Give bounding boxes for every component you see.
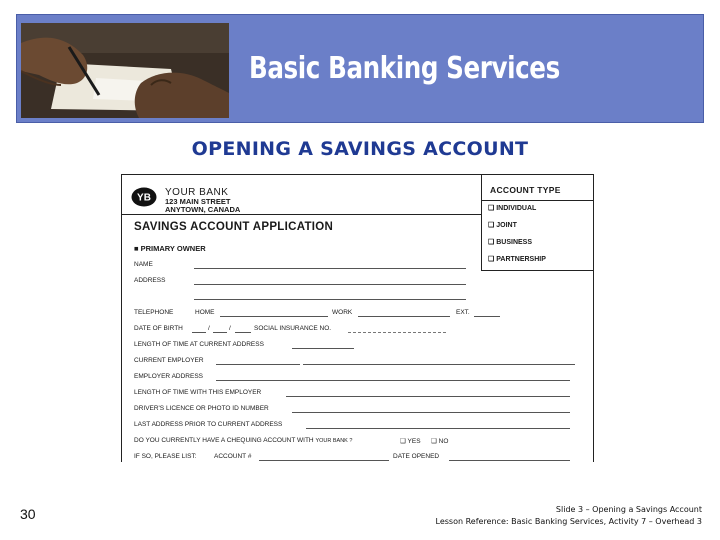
account-number-label: ACCOUNT # <box>214 453 252 460</box>
banner-photo <box>21 23 229 118</box>
header-divider <box>122 214 481 215</box>
checkbox-icon: ❑ <box>488 256 495 263</box>
home-label: HOME <box>195 309 215 316</box>
ext-line <box>474 316 500 317</box>
sin-label: SOCIAL INSURANCE NO. <box>254 325 332 332</box>
length-address-line <box>292 348 354 349</box>
chequing-question-text: DO YOU CURRENTLY HAVE A CHEQUING ACCOUNT WITH <box>134 437 314 444</box>
savings-application-form <box>121 174 594 462</box>
length-employer-label: LENGTH OF TIME WITH THIS EMPLOYER <box>134 389 262 396</box>
primary-owner-label: PRIMARY OWNER <box>140 244 206 253</box>
account-option-business <box>488 238 532 246</box>
checkbox-icon: ❑ <box>400 438 406 445</box>
checkbox-icon: ❑ <box>488 239 495 246</box>
current-employer-line-1 <box>216 364 300 365</box>
slide-caption: Slide 3 – Opening a Savings Account <box>555 505 702 514</box>
date-opened-line <box>449 460 570 461</box>
yes-option <box>400 437 421 445</box>
dob-year-line <box>235 332 251 333</box>
address-line-2 <box>194 299 466 300</box>
ext-label: EXT. <box>456 309 470 316</box>
banner-title: Basic Banking Services <box>249 51 560 86</box>
current-employer-line-2 <box>303 364 575 365</box>
dob-separator: / <box>208 325 210 332</box>
employer-address-line <box>216 380 570 381</box>
slide-heading: OPENING A SAVINGS ACCOUNT <box>191 138 529 160</box>
account-type-title: ACCOUNT TYPE <box>490 185 561 195</box>
licence-line <box>292 412 570 413</box>
no-option <box>431 437 448 445</box>
bank-name: YOUR BANK <box>165 187 229 198</box>
account-option-individual <box>488 204 536 212</box>
work-phone-line <box>358 316 450 317</box>
hands-signing-illustration <box>21 23 229 118</box>
if-so-label: IF SO, PLEASE LIST: <box>134 453 197 460</box>
yes-label: YES <box>407 438 421 445</box>
current-employer-label: CURRENT EMPLOYER <box>134 357 204 364</box>
address-label: ADDRESS <box>134 277 166 284</box>
telephone-label: TELEPHONE <box>134 309 174 316</box>
account-option-joint <box>488 221 517 229</box>
bank-logo <box>131 187 157 207</box>
employer-address-label: EMPLOYER ADDRESS <box>134 373 203 380</box>
length-address-label: LENGTH OF TIME AT CURRENT ADDRESS <box>134 341 264 348</box>
dob-separator: / <box>229 325 231 332</box>
logo-text: YB <box>137 192 151 204</box>
bank-city: ANYTOWN, CANADA <box>165 205 241 214</box>
option-label: BUSINESS <box>496 239 533 246</box>
application-title: SAVINGS ACCOUNT APPLICATION <box>134 221 334 233</box>
date-opened-label: DATE OPENED <box>393 453 440 460</box>
account-number-line <box>259 460 389 461</box>
bank-street: 123 MAIN STREET <box>165 197 231 206</box>
account-option-partnership <box>488 255 546 263</box>
primary-owner-heading <box>134 244 206 253</box>
account-type-box <box>481 175 594 271</box>
length-employer-line <box>286 396 570 397</box>
chequing-question <box>134 437 352 444</box>
name-label: NAME <box>134 261 153 268</box>
work-label: WORK <box>332 309 353 316</box>
checkbox-icon: ❑ <box>431 438 437 445</box>
chequing-question-bank: YOUR BANK ? <box>315 438 353 444</box>
header-banner <box>16 14 704 123</box>
dob-label: DATE OF BIRTH <box>134 325 183 332</box>
home-phone-line <box>220 316 328 317</box>
option-label: JOINT <box>496 222 517 229</box>
account-type-divider <box>482 200 594 201</box>
square-bullet-icon: ■ <box>134 244 139 253</box>
slide-number: 30 <box>20 506 36 522</box>
option-label: INDIVIDUAL <box>496 205 537 212</box>
dob-month-line <box>213 332 227 333</box>
last-address-line <box>306 428 570 429</box>
checkbox-icon: ❑ <box>488 205 495 212</box>
option-label: PARTNERSHIP <box>496 256 546 263</box>
sin-line <box>348 332 446 333</box>
licence-label: DRIVER'S LICENCE OR PHOTO ID NUMBER <box>134 405 269 412</box>
last-address-label: LAST ADDRESS PRIOR TO CURRENT ADDRESS <box>134 421 283 428</box>
no-label: NO <box>438 438 449 445</box>
lesson-reference: Lesson Reference: Basic Banking Services, Activity 7 – Overhead 3 <box>435 517 702 526</box>
address-line-1 <box>194 284 466 285</box>
checkbox-icon: ❑ <box>488 222 495 229</box>
name-line <box>194 268 466 269</box>
dob-day-line <box>192 332 206 333</box>
